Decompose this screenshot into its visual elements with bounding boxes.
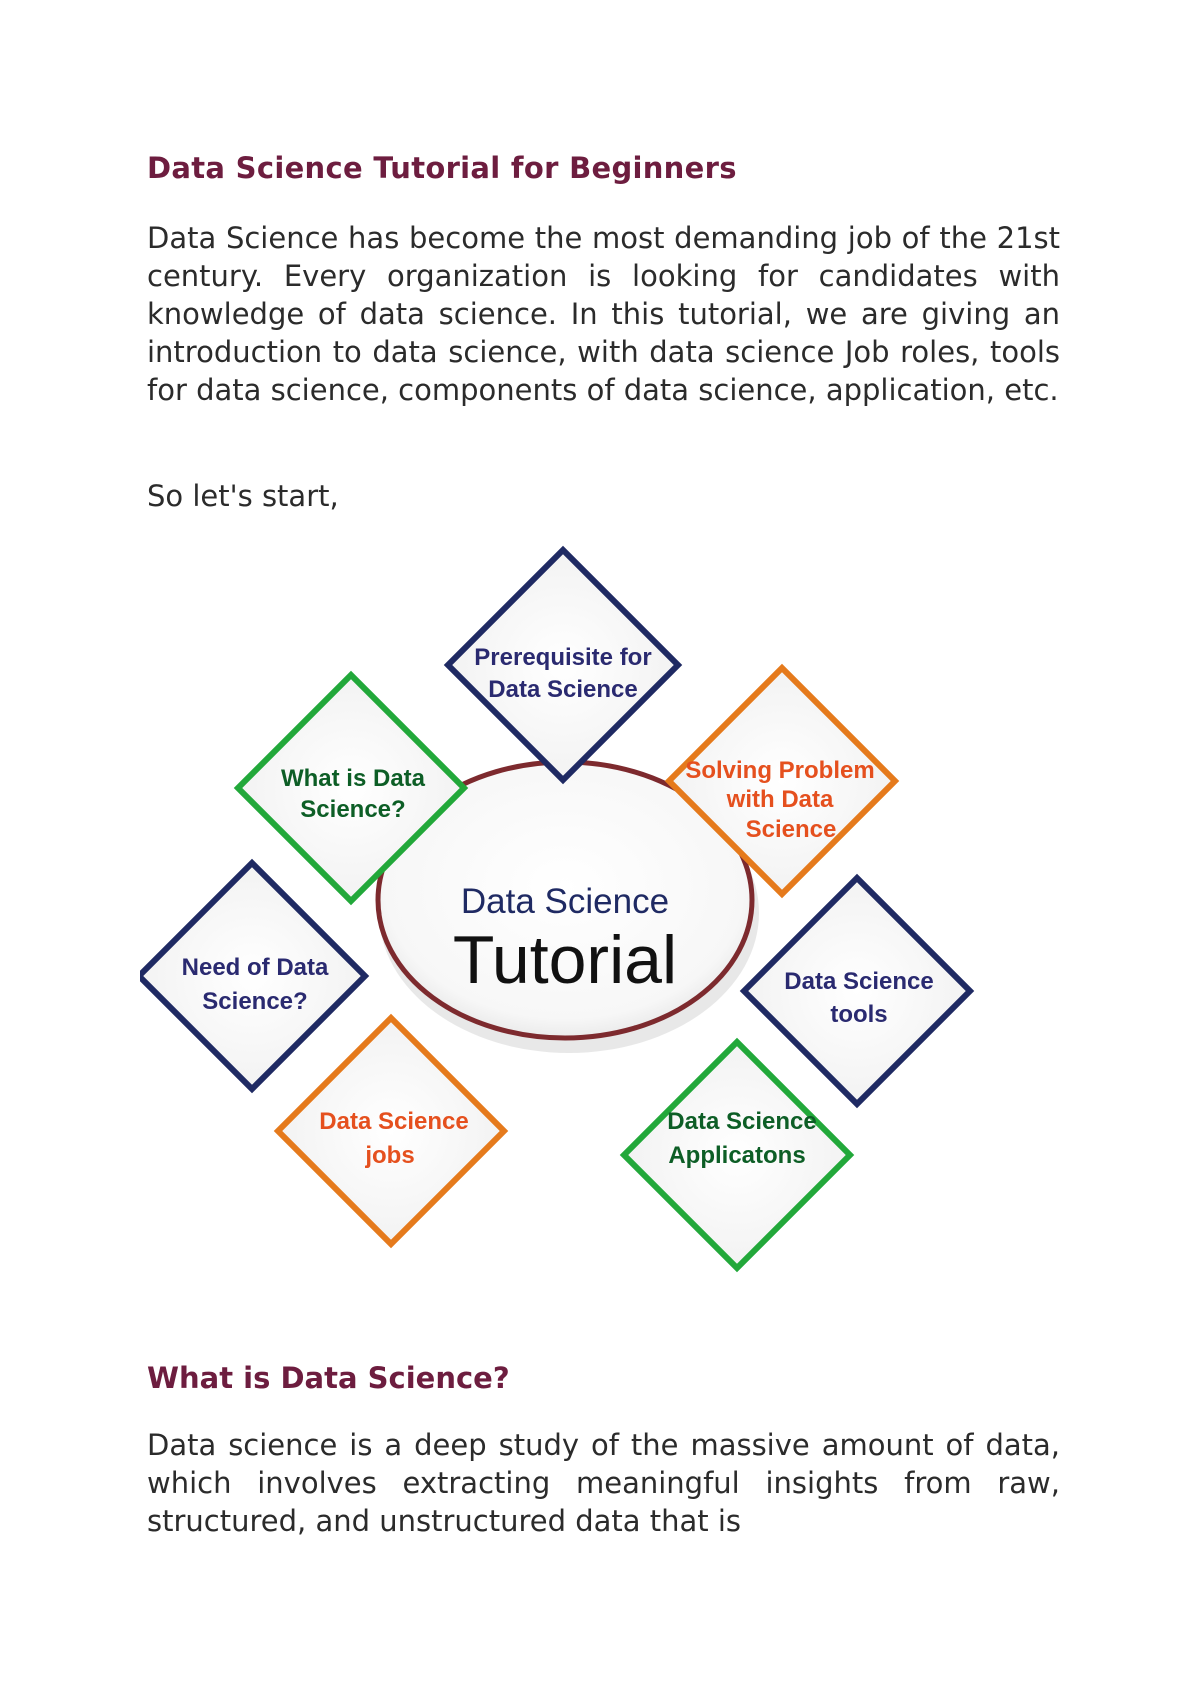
intro-paragraph: Data Science has become the most demanding job of the 21st century. Every organization is looking for candidates with knowledge of data science. In this tutorial, we are giving an introduction to data science, with data science Job roles, tools for data science, components of data science, application, etc. bbox=[147, 221, 1060, 407]
diamond-what-is-line1: What is Data bbox=[280, 765, 426, 792]
diamond-solving-line2: with Data bbox=[726, 786, 834, 813]
diamond-tools-line1: Data Science bbox=[784, 968, 934, 995]
diamond-prerequisite bbox=[448, 550, 678, 780]
center-title-line1: Data Science bbox=[460, 882, 670, 921]
diamond-prerequisite-line2: Data Science bbox=[488, 676, 638, 703]
diamond-jobs bbox=[278, 1018, 504, 1244]
diamond-need-of bbox=[140, 863, 365, 1089]
diamond-solving-line3: Science bbox=[745, 816, 837, 843]
diamond-jobs-line1: Data Science bbox=[319, 1108, 469, 1135]
center-title-line2: Tutorial bbox=[452, 922, 678, 998]
page-title: Data Science Tutorial for Beginners bbox=[147, 151, 737, 185]
data-science-diagram bbox=[140, 535, 1070, 1305]
section-paragraph: Data science is a deep study of the massive amount of data, which involves extracting meaningful insights from raw, structured, and unstructured data that is bbox=[147, 1428, 1060, 1538]
diamond-need-of-line2: Science? bbox=[202, 988, 308, 1015]
diamond-applications-line1: Data Science bbox=[667, 1108, 817, 1135]
diamond-applications bbox=[624, 1042, 850, 1268]
diamond-jobs-line2: jobs bbox=[365, 1142, 415, 1169]
diamond-tools bbox=[744, 878, 970, 1104]
section-heading: What is Data Science? bbox=[147, 1361, 510, 1395]
diamond-applications-line2: Applicatons bbox=[668, 1142, 806, 1169]
diamond-need-of-line1: Need of Data bbox=[181, 954, 329, 981]
diamond-tools-line2: tools bbox=[830, 1001, 888, 1028]
diamond-solving-line1: Solving Problem bbox=[685, 757, 875, 784]
lets-start-text: So let's start, bbox=[147, 479, 339, 513]
diamond-prerequisite-line1: Prerequisite for bbox=[474, 644, 652, 671]
diamond-what-is-line2: Science? bbox=[300, 796, 406, 823]
